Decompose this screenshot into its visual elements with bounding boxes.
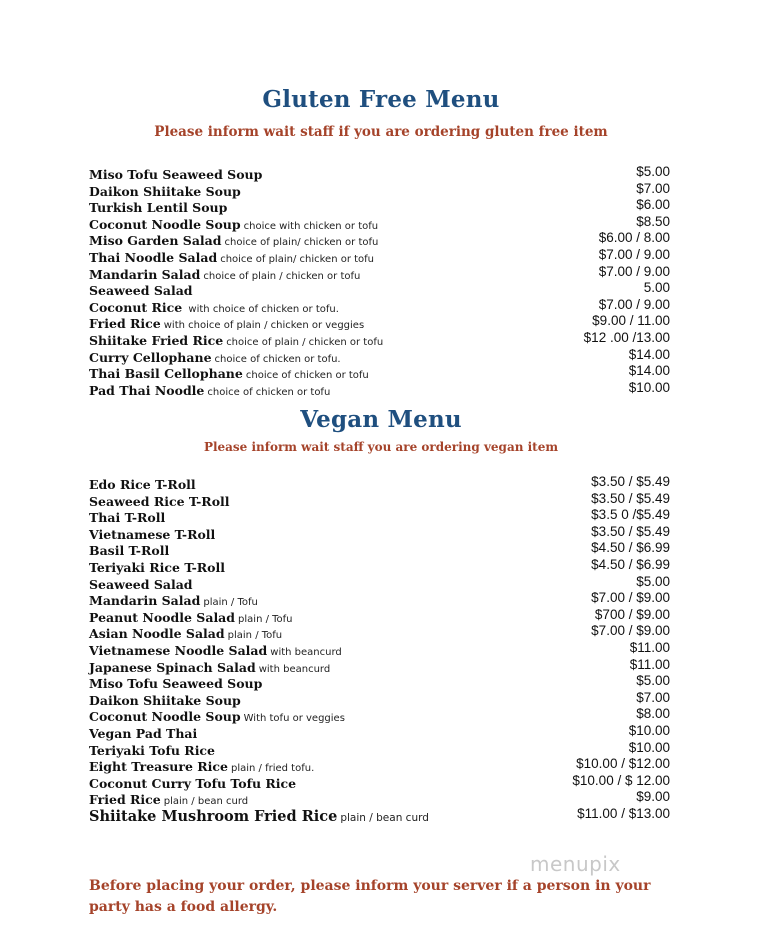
menu-item — [89, 474, 670, 491]
menu-item-price: $7.00 / 9.00 — [598, 263, 670, 279]
menu-item-name: Vietnamese Noodle Salad — [89, 642, 268, 658]
menu-item-price: $10.00 — [628, 722, 670, 738]
menu-item — [89, 247, 670, 264]
menu-item — [89, 773, 670, 790]
menu-item — [89, 657, 670, 674]
menu-item — [89, 540, 670, 557]
menu-item-name: Eight Treasure Rice — [89, 759, 228, 775]
menu-item-price: $4.50 / $6.99 — [591, 540, 670, 556]
menu-item-price: $11.00 — [629, 639, 670, 655]
menu-item-note: with beancurd — [270, 646, 342, 658]
menu-item-price: $5.00 — [636, 673, 670, 689]
menu-item — [89, 623, 670, 640]
menu-item-name: Seaweed Rice T-Roll — [89, 493, 230, 509]
menu-item-price: $11.00 — [629, 656, 670, 672]
menu-item-note: choice of chicken or tofu. — [214, 353, 341, 365]
menu-item-note: With tofu or veggies — [243, 713, 345, 725]
menu-item-note: choice of plain / chicken or tofu — [226, 336, 384, 348]
menu-item-price: $3.50 / $5.49 — [591, 490, 670, 506]
menu-item-price: $10.00 / $12.00 — [576, 756, 670, 772]
menu-item-price: $3.50 / $5.49 — [591, 474, 670, 489]
menu-item-note: with beancurd — [258, 663, 331, 675]
menu-item-name: Turkish Lentil Soup — [89, 200, 228, 216]
menu-item-name: Peanut Noodle Salad — [89, 609, 236, 625]
menu-item-name: Vegan Pad Thai — [89, 725, 198, 741]
menu-item-note: with choice of plain / chicken or veggies — [163, 320, 365, 332]
menu-item-name: Pad Thai Noodle — [89, 382, 205, 398]
menu-item-price: $14.00 — [628, 363, 670, 379]
menu-item-price: $6.00 / 8.00 — [598, 230, 670, 246]
allergy-notice-line-1: Before placing your order, please inform your server if a person in your — [89, 878, 651, 894]
menu-item — [89, 230, 670, 247]
menu-item-name: Thai Noodle Salad — [89, 249, 218, 265]
menu-item-note: plain / Tofu — [227, 630, 283, 642]
menu-item-name: Basil T-Roll — [89, 543, 170, 559]
menu-item — [89, 690, 670, 707]
menu-item — [89, 590, 670, 607]
menu-item-name: Mandarin Salad — [89, 266, 201, 282]
menu-item-price: $5.00 — [636, 573, 670, 589]
menu-item-name: Daikon Shiitake Soup — [89, 692, 241, 708]
menu-item-name: Coconut Noodle Soup — [89, 709, 241, 725]
menu-item-price: $8.50 — [636, 213, 670, 229]
menu-item-label — [89, 380, 330, 399]
menu-item — [89, 524, 670, 541]
menu-item-price: $3.5 0 /$5.49 — [591, 507, 670, 523]
menu-item-price: $12 .00 /13.00 — [583, 329, 670, 345]
vegan-menu-list — [89, 474, 670, 828]
menu-item-name: Miso Tofu Seaweed Soup — [89, 676, 263, 692]
menu-item-price: $6.00 — [636, 197, 670, 213]
menu-item-name: Coconut Noodle Soup — [89, 216, 241, 232]
menu-item-price: $700 / $9.00 — [594, 606, 670, 622]
menu-item-name: Shiitake Fried Rice — [89, 332, 224, 348]
menu-item-name: Fried Rice — [89, 316, 161, 332]
menu-item — [89, 164, 670, 181]
menu-item-note: choice of plain / chicken or tofu — [203, 270, 361, 282]
menu-item — [89, 607, 670, 624]
menu-item-price: 5.00 — [643, 280, 670, 296]
menu-item-note: with choice of chicken or tofu. — [185, 303, 339, 315]
menu-item-price: $4.50 / $6.99 — [591, 556, 670, 572]
menu-item-name: Coconut Curry Tofu Tofu Rice — [89, 775, 297, 791]
menu-item-note: plain / bean curd — [340, 811, 429, 824]
menu-item-name: Mandarin Salad — [89, 593, 201, 609]
menu-item-price: $10.00 — [628, 739, 670, 755]
menu-item-price: $7.00 — [636, 180, 670, 196]
menu-item — [89, 181, 670, 198]
menu-item-name: Curry Cellophane — [89, 349, 212, 365]
menu-item — [89, 574, 670, 591]
menu-item — [89, 330, 670, 347]
menu-item — [89, 557, 670, 574]
menu-item-name: Seaweed Salad — [89, 576, 193, 592]
menu-item-name: Thai T-Roll — [89, 510, 166, 526]
menu-item-price: $7.00 / $9.00 — [591, 623, 670, 639]
menu-item — [89, 740, 670, 757]
allergy-notice — [89, 876, 689, 918]
menu-item-name: Miso Garden Salad — [89, 233, 222, 249]
menu-item-name: Fried Rice — [89, 792, 161, 808]
menu-item-name: Vietnamese T-Roll — [89, 526, 216, 542]
menu-item — [89, 723, 670, 740]
gluten-free-title: Gluten Free Menu — [262, 86, 500, 113]
menu-item-price: $5.00 — [636, 164, 670, 179]
menu-item — [89, 363, 670, 380]
allergy-notice-line-2: party has a food allergy. — [89, 899, 278, 915]
menu-item — [89, 280, 670, 297]
menu-item-price: $7.00 / 9.00 — [598, 246, 670, 262]
menu-item-name: Coconut Rice — [89, 299, 183, 315]
menu-item — [89, 197, 670, 214]
menu-item — [89, 380, 670, 397]
menu-item-note: plain / bean curd — [163, 796, 249, 808]
menu-item-price: $7.00 / $9.00 — [591, 590, 670, 606]
menu-item — [89, 491, 670, 508]
menu-item — [89, 806, 670, 828]
menu-item-name: Daikon Shiitake Soup — [89, 183, 241, 199]
menu-item-name: Seaweed Salad — [89, 283, 193, 299]
menu-item-note: plain / fried tofu. — [230, 763, 315, 775]
menu-item-price: $7.00 — [636, 689, 670, 705]
menu-item-price: $7.00 / 9.00 — [598, 296, 670, 312]
menu-item-name: Shiitake Mushroom Fried Rice — [89, 807, 338, 825]
menu-item-name: Thai Basil Cellophane — [89, 366, 243, 382]
menu-item-price: $8.00 — [636, 706, 670, 722]
menu-item-price: $11.00 / $13.00 — [577, 805, 670, 821]
menu-item — [89, 297, 670, 314]
menu-item-name: Teriyaki Tofu Rice — [89, 742, 216, 758]
menu-item-price: $9.00 / 11.00 — [592, 313, 670, 329]
menu-item — [89, 640, 670, 657]
menu-item-note: choice with chicken or tofu — [243, 220, 379, 232]
menu-item-price: $14.00 — [628, 346, 670, 362]
menu-item-name: Japanese Spinach Salad — [89, 659, 256, 675]
menu-item-price: $9.00 — [636, 789, 670, 805]
menu-item — [89, 214, 670, 231]
menu-item-price: $10.00 — [628, 379, 670, 395]
menu-item — [89, 789, 670, 806]
menu-item-price: $10.00 / $ 12.00 — [572, 772, 670, 788]
menu-item-name: Teriyaki Rice T-Roll — [89, 559, 225, 575]
menu-item-note: plain / Tofu — [238, 613, 293, 625]
menu-item-note: choice of plain/ chicken or tofu — [220, 253, 375, 265]
gluten-free-menu-list — [89, 164, 670, 396]
menu-item-price: $3.50 / $5.49 — [591, 523, 670, 539]
vegan-title: Vegan Menu — [300, 406, 462, 433]
menu-item-name: Edo Rice T-Roll — [89, 477, 196, 492]
menu-item — [89, 673, 670, 690]
menu-item-note: choice of chicken or tofu — [207, 386, 331, 398]
menu-item-name: Miso Tofu Seaweed Soup — [89, 167, 263, 182]
menu-item — [89, 706, 670, 723]
menu-item — [89, 347, 670, 364]
vegan-subtitle: Please inform wait staff you are ordering vegan item — [203, 440, 559, 454]
menu-item — [89, 313, 670, 330]
watermark: menupix — [530, 852, 621, 876]
menu-item-name: Asian Noodle Salad — [89, 626, 225, 642]
menu-item-note: choice of plain/ chicken or tofu — [224, 237, 379, 249]
menu-item-note: plain / Tofu — [203, 597, 258, 609]
menu-item — [89, 507, 670, 524]
menu-item-label — [89, 806, 429, 825]
menu-item-note: choice of chicken or tofu — [245, 370, 369, 382]
gluten-free-subtitle: Please inform wait staff if you are ordering gluten free item — [154, 124, 608, 140]
menu-item — [89, 264, 670, 281]
menu-item — [89, 756, 670, 773]
